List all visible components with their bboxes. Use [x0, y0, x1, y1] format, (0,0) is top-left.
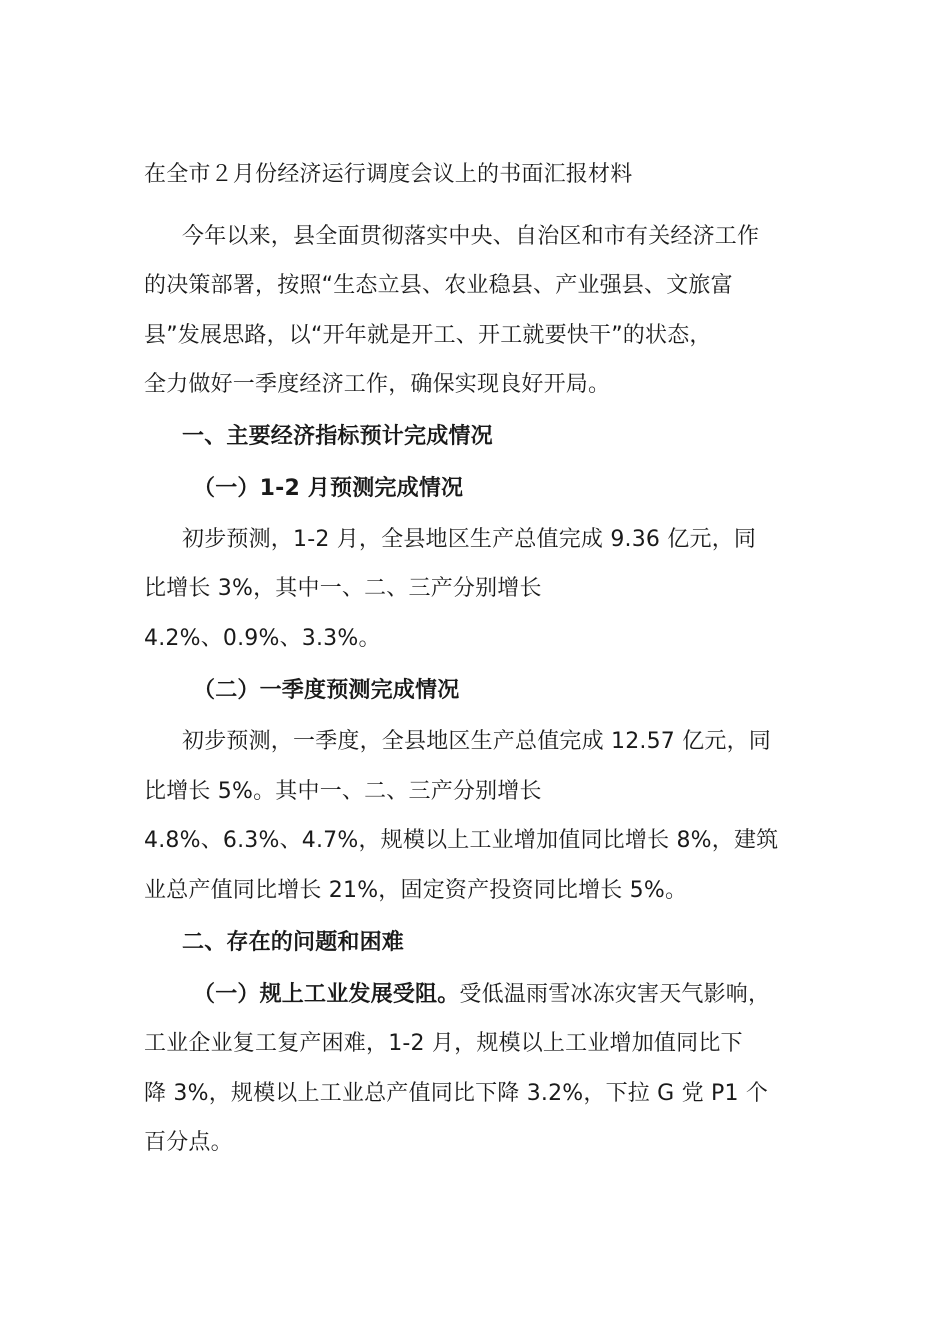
section-1-sub-1-heading: （一）1-2 月预测完成情况	[193, 476, 464, 501]
section-1-heading: 一、主要经济指标预计完成情况	[182, 424, 493, 449]
section-2-sub-1-first-line	[193, 980, 770, 1010]
section-1-sub-1-line-3: 4.2%、0.9%、3.3%。	[144, 626, 381, 651]
intro-line-2: 的决策部署，按照“生态立县、农业稳县、产业强县、文旅富	[144, 273, 733, 298]
section-1-sub-1-line-2: 比增长 3%，其中一、二、三产分别增长	[144, 576, 542, 601]
section-1-sub-2-line-1: 初步预测，一季度，全县地区生产总值完成 12.57 亿元，同	[182, 729, 771, 754]
intro-line-1: 今年以来，县全面贯彻落实中央、自治区和市有关经济工作	[182, 224, 760, 249]
section-2-sub-1-line-3: 降 3%，规模以上工业总产值同比下降 3.2%，下拉 G 党 P1 个	[144, 1081, 769, 1106]
section-2-sub-1-lead: （一）规上工业发展受阻。	[193, 982, 460, 1007]
section-2-heading: 二、存在的问题和困难	[182, 930, 405, 955]
intro-line-3: 县”发展思路，以“开年就是开工、开工就要快干”的状态，	[144, 323, 712, 348]
section-2-sub-1-line-4: 百分点。	[144, 1130, 233, 1155]
section-1-sub-2-heading: （二）一季度预测完成情况	[193, 678, 460, 703]
section-2-sub-1-first-rest: 受低温雨雪冰冻灾害天气影响，	[459, 982, 771, 1007]
section-1-sub-1-line-1: 初步预测，1-2 月，全县地区生产总值完成 9.36 亿元，同	[182, 527, 757, 552]
intro-line-4: 全力做好一季度经济工作，确保实现良好开局。	[144, 372, 611, 397]
section-1-sub-2-line-2: 比增长 5%。其中一、二、三产分别增长	[144, 779, 542, 804]
document-title: 在全市２月份经济运行调度会议上的书面汇报材料	[144, 162, 633, 187]
section-2-sub-1-line-2: 工业企业复工复产困难，1-2 月，规模以上工业增加值同比下	[144, 1031, 743, 1056]
section-1-sub-2-line-3: 4.8%、6.3%、4.7%，规模以上工业增加值同比增长 8%，建筑	[144, 828, 779, 853]
section-1-sub-2-line-4: 业总产值同比增长 21%，固定资产投资同比增长 5%。	[144, 878, 688, 903]
